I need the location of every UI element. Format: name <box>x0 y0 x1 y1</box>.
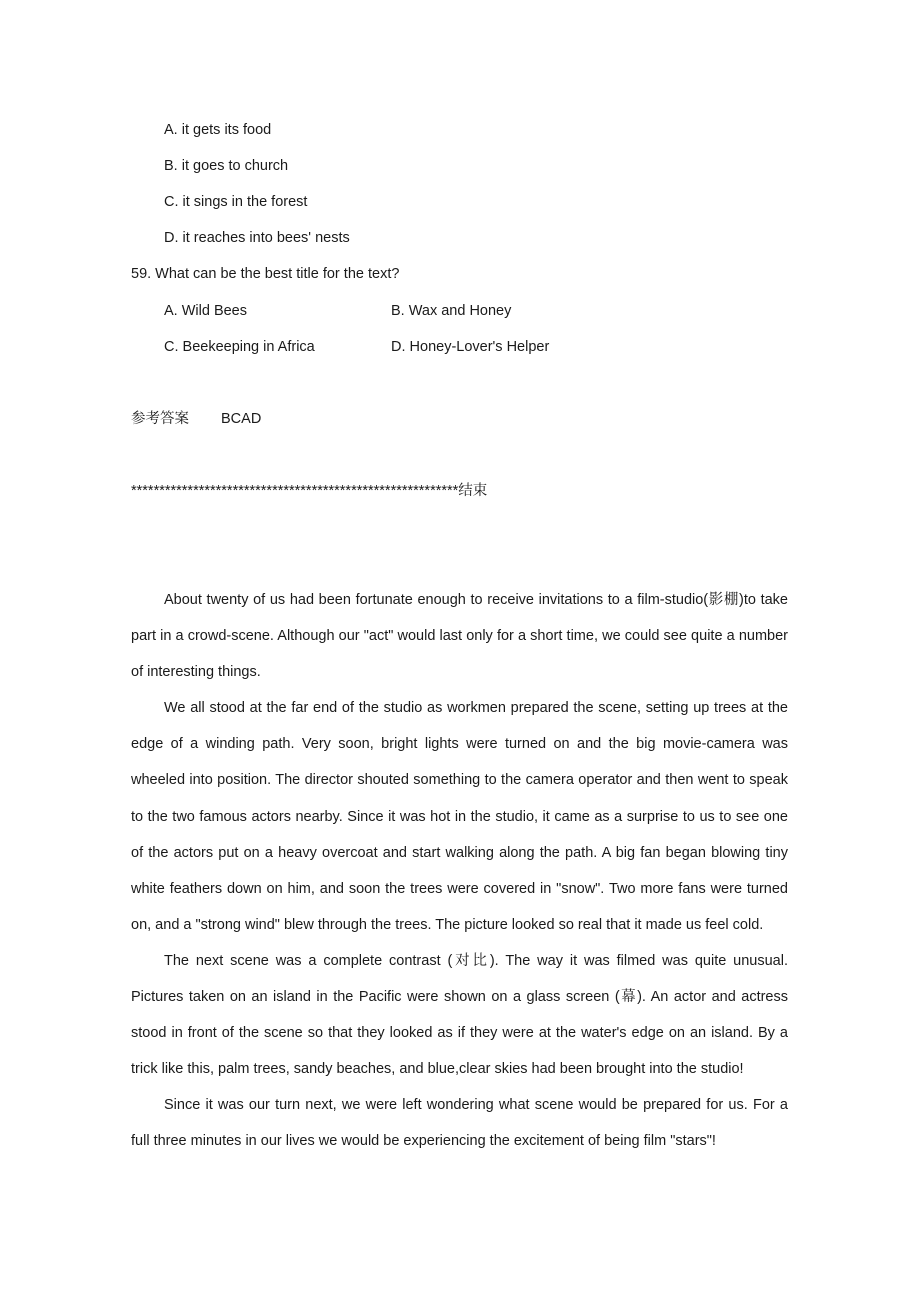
q59-question: 59. What can be the best title for the text? <box>131 266 400 282</box>
q58-option-d: D. it reaches into bees' nests <box>164 230 350 246</box>
q59-option-b: B. Wax and Honey <box>391 303 512 319</box>
separator-line <box>131 481 487 501</box>
passage-paragraph-4: Since it was our turn next, we were left wondering what scene would be prepared for us. For a full three minutes in our lives we would be experiencing the excitement of being film "stars"! <box>131 1097 788 1150</box>
q59-option-d: D. Honey-Lover's Helper <box>391 339 550 355</box>
passage-paragraph-1: About twenty of us had been fortunate enough to receive invitations to a film-studio(影棚)to take part in a crowd-scene. Although our "act" would last only for a short time, we could see quite a number of interesting things. <box>131 592 788 681</box>
q59-option-c: C. Beekeeping in Africa <box>164 339 315 355</box>
q58-option-c: C. it sings in the forest <box>164 194 308 210</box>
passage-paragraph-3: The next scene was a complete contrast (对比). The way it was filmed was quite unusual. Pictures taken on an island in the Pacific were shown on a glass screen (幕). An actor and actress stood in front of the scene so that they looked as if they were at the water's edge on an island. By a trick like this, palm trees, sandy beaches, and blue,clear skies had been brought into the studio! <box>131 952 788 1078</box>
answer-value: BCAD <box>221 411 262 427</box>
q59-option-a: A. Wild Bees <box>164 303 247 319</box>
passage-paragraph-2: We all stood at the far end of the studio as workmen prepared the scene, setting up trees at the edge of a winding path. Very soon, bright lights were turned on and the big movie-camera was wheeled into position. The director shouted something to the camera operator and then went to speak to the two famous actors nearby. Since it was hot in the studio, it came as a surprise to us to see one of the actors put on a heavy overcoat and start walking along the path. A big fan began blowing tiny white feathers down on him, and soon the trees were covered in "snow". Two more fans were turned on, and a "strong wind" blew through the trees. The picture looked so real that it made us feel cold. <box>131 700 788 933</box>
separator-stars: ********************************************************** <box>131 483 459 499</box>
q58-option-a: A. it gets its food <box>164 122 272 138</box>
answer-label: 参考答案 <box>131 411 189 427</box>
end-label: 结束 <box>458 483 488 499</box>
q58-option-b: B. it goes to church <box>164 158 289 174</box>
passage <box>131 582 788 1160</box>
